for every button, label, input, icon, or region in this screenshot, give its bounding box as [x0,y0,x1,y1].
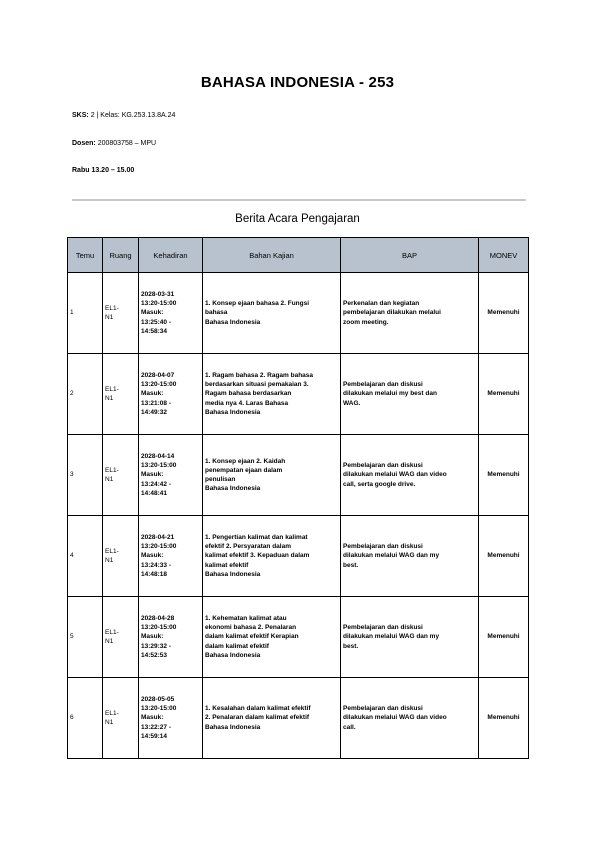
bahan-line: dalam kalimat efektif Kerapian [205,633,299,641]
cell-ruang [103,516,139,597]
ruang-line: N1 [105,557,114,564]
kehadiran-line: 13:20-15:00 [141,300,177,308]
cell-bahan-kajian [203,597,341,678]
cell-bahan-kajian [203,273,341,354]
course-schedule: Rabu 13.20 – 15.00 [72,167,135,174]
bap-line: Pembelajaran dan diskusi [343,462,423,470]
bap-line: Perkenalan dan kegiatan [343,300,420,308]
kehadiran-line: 13:20-15:00 [141,381,177,389]
section-title: Berita Acara Pengajaran [235,213,360,225]
kehadiran-line: 13:20-15:00 [141,543,177,551]
table-body [68,273,529,759]
kehadiran-line: 13:24:33 - [141,561,171,569]
bap-line: dilakukan melalui WAG dan my [343,633,440,641]
kehadiran-line: 14:59:14 [141,732,168,740]
ruang-line: EL1- [105,628,119,636]
bahan-line: Ragam bahasa berdasarkan [205,390,292,398]
bahan-line: 2. Penalaran dalam kalimat efektif [205,714,310,722]
bap-line: zoom meeting. [343,318,389,326]
kehadiran-line: 2028-04-21 [141,534,175,542]
bahan-line: 1. Ragam bahasa 2. Ragam bahasa [205,372,314,380]
bap-line: dilakukan melalui my best dan [343,390,437,398]
sks-label: SKS: [72,112,89,119]
table-header-row [68,238,529,273]
cell-ruang [103,597,139,678]
bap-line: Pembelajaran dan diskusi [343,705,423,713]
cell-ruang [103,435,139,516]
cell-temu: 3 [68,435,103,516]
cell-monev: Memenuhi [479,678,529,759]
table-row [68,516,529,597]
kehadiran-line: Masuk: [141,390,164,398]
divider [72,199,526,201]
cell-kehadiran [139,435,203,516]
table-row [68,435,529,516]
bap-line: WAG. [343,399,361,407]
kehadiran-line: Masuk: [141,552,164,560]
cell-bap [341,597,479,678]
course-sks-kelas [72,112,175,119]
kehadiran-line: 2028-05-05 [141,696,175,704]
ruang-line: N1 [105,395,114,402]
sks-value: 2 | Kelas: KG.253.13.8A.24 [90,112,176,119]
kehadiran-line: 14:58:34 [141,327,168,335]
cell-bahan-kajian [203,678,341,759]
kehadiran-line: 14:48:41 [141,489,168,497]
cell-bap [341,273,479,354]
kehadiran-line: Masuk: [141,714,164,722]
kehadiran-line: 14:49:32 [141,408,168,416]
ruang-line: N1 [105,638,114,645]
bap-line: pembelajaran dilakukan melalui [343,309,441,317]
cell-bahan-kajian [203,435,341,516]
kehadiran-line: Masuk: [141,309,164,317]
cell-bahan-kajian [203,516,341,597]
cell-temu: 4 [68,516,103,597]
bahan-line: Bahasa Indonesia [205,723,261,731]
kehadiran-line: 13:25:40 - [141,318,171,326]
ruang-line: EL1- [105,709,119,717]
kehadiran-line: 2028-04-07 [141,372,175,380]
table-row [68,597,529,678]
kehadiran-line: 13:20-15:00 [141,462,177,470]
cell-monev: Memenuhi [479,516,529,597]
cell-temu: 5 [68,597,103,678]
kehadiran-line: 14:48:18 [141,570,168,578]
kehadiran-line: 13:21:08 - [141,399,171,407]
bahan-line: bahasa [205,309,228,317]
bap-line: dilakukan melalui WAG dan video [343,714,447,722]
ruang-line: EL1- [105,385,119,393]
bap-line: call, serta google drive. [343,480,416,488]
cell-ruang [103,273,139,354]
header-bap: BAP [341,238,479,273]
header-kehadiran: Kehadiran [139,238,203,273]
cell-temu: 2 [68,354,103,435]
kehadiran-line: 13:29:32 - [141,642,171,650]
bahan-line: efektif 2. Persyaratan dalam [205,543,291,551]
kehadiran-line: Masuk: [141,471,164,479]
cell-kehadiran [139,354,203,435]
ruang-line: N1 [105,476,114,483]
bap-line: call. [343,723,356,731]
bap-line: dilakukan melalui WAG dan my [343,552,440,560]
cell-bap [341,354,479,435]
header-ruang: Ruang [103,238,139,273]
cell-kehadiran [139,273,203,354]
cell-temu: 6 [68,678,103,759]
header-monev: MONEV [479,238,529,273]
bahan-line: Bahasa Indonesia [205,485,261,493]
cell-kehadiran [139,516,203,597]
cell-monev: Memenuhi [479,273,529,354]
bap-line: dilakukan melalui WAG dan video [343,471,447,479]
dosen-label: Dosen: [72,140,96,147]
bahan-line: 1. Kesalahan dalam kalimat efektif [205,705,311,713]
kehadiran-line: 2028-03-31 [141,291,175,299]
header-bahan-kajian: Bahan Kajian [203,238,341,273]
bap-table [67,237,529,759]
bap-line: best. [343,642,359,650]
bahan-line: ekonomi bahasa 2. Penalaran [205,624,297,632]
bap-line: Pembelajaran dan diskusi [343,624,423,632]
cell-kehadiran [139,678,203,759]
bahan-line: penempatan ejaan dalam [205,466,283,474]
cell-monev: Memenuhi [479,435,529,516]
bahan-line: kalimat efektif [205,561,249,569]
bahan-line: penulisan [205,476,236,483]
kehadiran-line: Masuk: [141,633,164,641]
cell-temu: 1 [68,273,103,354]
bap-line: Pembelajaran dan diskusi [343,381,423,389]
cell-bahan-kajian [203,354,341,435]
cell-bap [341,678,479,759]
course-title: BAHASA INDONESIA - 253 [200,74,395,91]
bahan-line: berdasarkan situasi pemakaian 3. [205,381,309,389]
bahan-line: Bahasa Indonesia [205,318,261,326]
kehadiran-line: 13:22:27 - [141,723,171,731]
ruang-line: EL1- [105,466,119,474]
kehadiran-line: 14:52:53 [141,651,168,659]
bahan-line: 1. Kehematan kalimat atau [205,615,287,623]
bap-line: best. [343,561,359,569]
cell-monev: Memenuhi [479,597,529,678]
table-row [68,678,529,759]
course-dosen [72,140,156,147]
ruang-line: N1 [105,314,114,321]
kehadiran-line: 2028-04-14 [141,453,175,461]
table-row [68,354,529,435]
bahan-line: Bahasa Indonesia [205,408,261,416]
table-row [68,273,529,354]
ruang-line: N1 [105,719,114,726]
bahan-line: kalimat efektif 3. Kepaduan dalam [205,552,310,560]
bahan-line: 1. Pengertian kalimat dan kalimat [205,534,308,542]
ruang-line: EL1- [105,547,119,555]
bahan-line: 1. Konsep ejaan bahasa 2. Fungsi [205,300,310,308]
cell-bap [341,435,479,516]
kehadiran-line: 13:24:42 - [141,480,171,488]
header-temu: Temu [68,238,103,273]
cell-monev: Memenuhi [479,354,529,435]
kehadiran-line: 13:20-15:00 [141,624,177,632]
cell-kehadiran [139,597,203,678]
bahan-line: Bahasa Indonesia [205,651,261,659]
bap-line: Pembelajaran dan diskusi [343,543,423,551]
ruang-line: EL1- [105,304,119,312]
kehadiran-line: 2028-04-28 [141,615,175,623]
bahan-line: 1. Konsep ejaan 2. Kaidah [205,457,286,465]
bahan-line: media nya 4. Laras Bahasa [205,399,289,407]
bahan-line: Bahasa Indonesia [205,570,261,578]
dosen-value: 200803758 – MPU [97,140,157,147]
kehadiran-line: 13:20-15:00 [141,705,177,713]
bahan-line: dalam kalimat efektif [205,642,269,650]
cell-ruang [103,678,139,759]
cell-ruang [103,354,139,435]
cell-bap [341,516,479,597]
